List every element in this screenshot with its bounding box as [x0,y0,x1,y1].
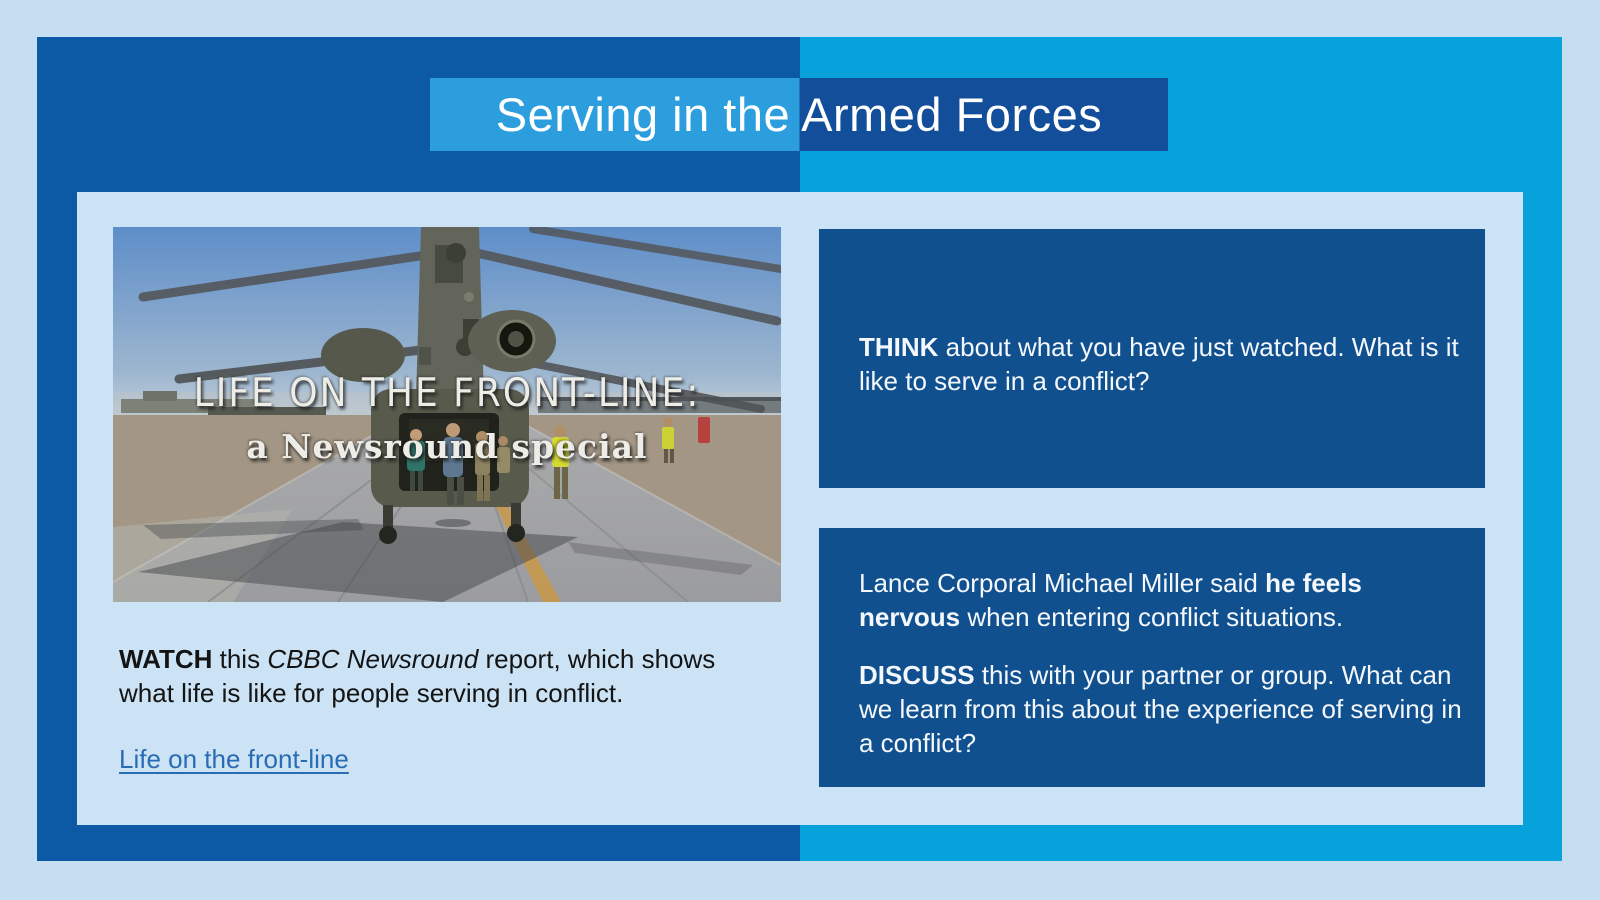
discuss-box [819,528,1485,787]
watch-instruction [119,642,767,710]
watch-text-1: this [212,644,268,674]
video-thumbnail [113,227,781,602]
page-title: Serving in the Armed Forces [495,88,1103,141]
video-link[interactable]: Life on the front-line [119,744,349,774]
discuss-p1-text-2: when entering conflict situations. [960,601,1344,632]
think-box [819,229,1485,488]
thumbnail-title-overlay: LIFE ON THE FRONT-LINE: [193,371,701,416]
discuss-paragraph-1 [859,566,1469,634]
discuss-p2-text: this with your partner or group. What can we learn from this about the experience of serving in a conflict? [859,659,1462,758]
discuss-p1-bold: he feels nervous [859,567,1362,632]
title-banner [430,78,1168,151]
watch-source-italic: CBBC Newsround [267,644,479,674]
discuss-p1-text-1: Lance Corporal Michael Miller said [859,567,1266,598]
think-text: about what you have just watched. What is it like to serve in a conflict? [859,331,1459,396]
content-panel [77,192,1523,825]
thumbnail-subtitle-overlay: a Newsround special [246,427,648,466]
discuss-paragraph-2 [859,658,1469,760]
think-paragraph [859,330,1469,398]
discuss-keyword: DISCUSS [859,659,975,690]
think-keyword: THINK [859,331,939,362]
watch-text-2: report, which shows what life is like for people serving in conflict. [119,644,716,708]
watch-keyword: WATCH [119,644,213,674]
